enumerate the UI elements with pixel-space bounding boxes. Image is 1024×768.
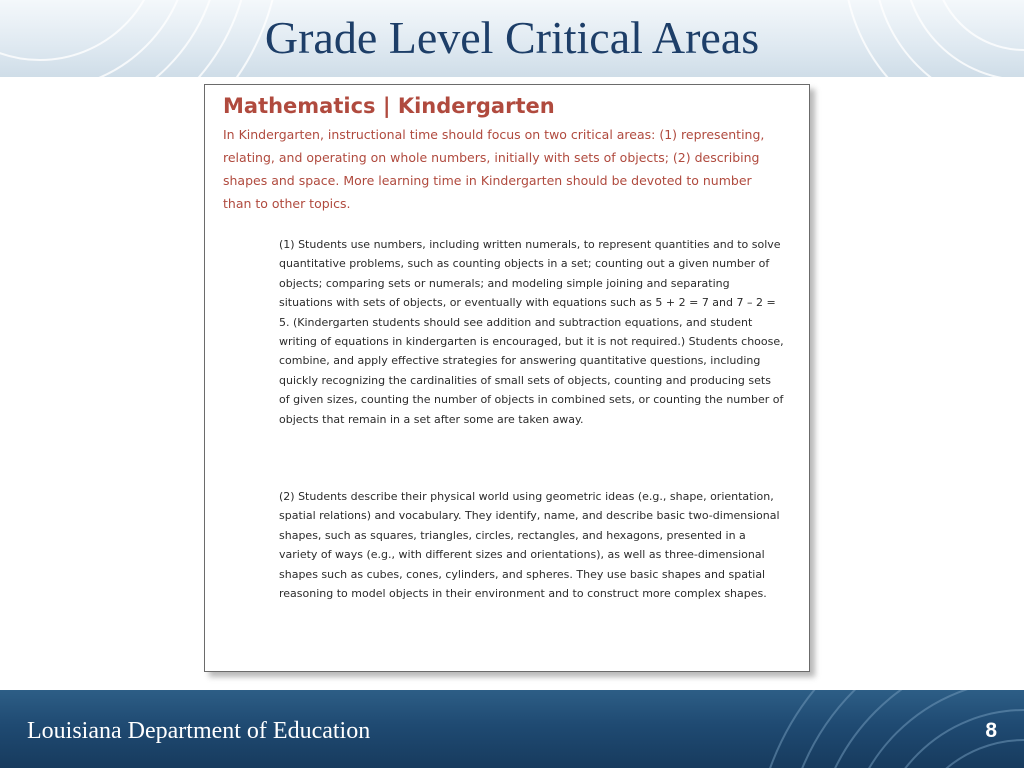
critical-area-2: (2) Students describe their physical world using geometric ideas (e.g., shape, orientation, spatial relations) and vocabulary. They identify, name, and describe basic two-dimensional shapes, such as squares, triangles, circles, rectangles, and hexagons, presented in a variety of ways (e.g., with different sizes and orientations), as well as three-dimensional shapes such as cubes, cones, cylinders, and spheres. They use basic shapes and spatial reasoning to model objects in their environment and to construct more complex shapes.: [279, 490, 780, 601]
critical-area-1: (1) Students use numbers, including written numerals, to represent quantities and to solve quantitative problems, such as counting objects in a set; counting out a given number of objects; comparing sets or numerals; and modeling simple joining and separating situations with sets of objects, or eventually with equations such as 5 + 2 = 7 and 7 – 2 = 5. (Kindergarten students should see addition and subtraction equations, and student writing of equations in kindergarten is encouraged, but it is not required.) Students choose, combine, and apply effective strategies for answering quantitative questions, including quickly recognizing the cardinalities of small sets of objects, counting and producing sets of given sizes, counting the number of objects in combined sets, or counting the number of objects that remain in a set after some are taken away.: [279, 238, 784, 426]
slide-footer: [0, 690, 1024, 768]
document-intro: In Kindergarten, instructional time should focus on two critical areas: (1) representing, relating, and operating on whole numbers, initially with sets of objects; (2) describing shapes and space. More learning time in Kindergarten should be devoted to number than to other topics.: [223, 127, 765, 211]
slide-title: Grade Level Critical Areas: [264, 12, 760, 63]
slide-header: [0, 0, 1024, 77]
document-heading: Mathematics | Kindergarten: [223, 94, 555, 118]
decorative-arcs-footer: [604, 690, 1024, 768]
document-image: [204, 84, 810, 672]
organization-name: Louisiana Department of Education: [27, 718, 371, 744]
page-number: 8: [985, 719, 997, 742]
